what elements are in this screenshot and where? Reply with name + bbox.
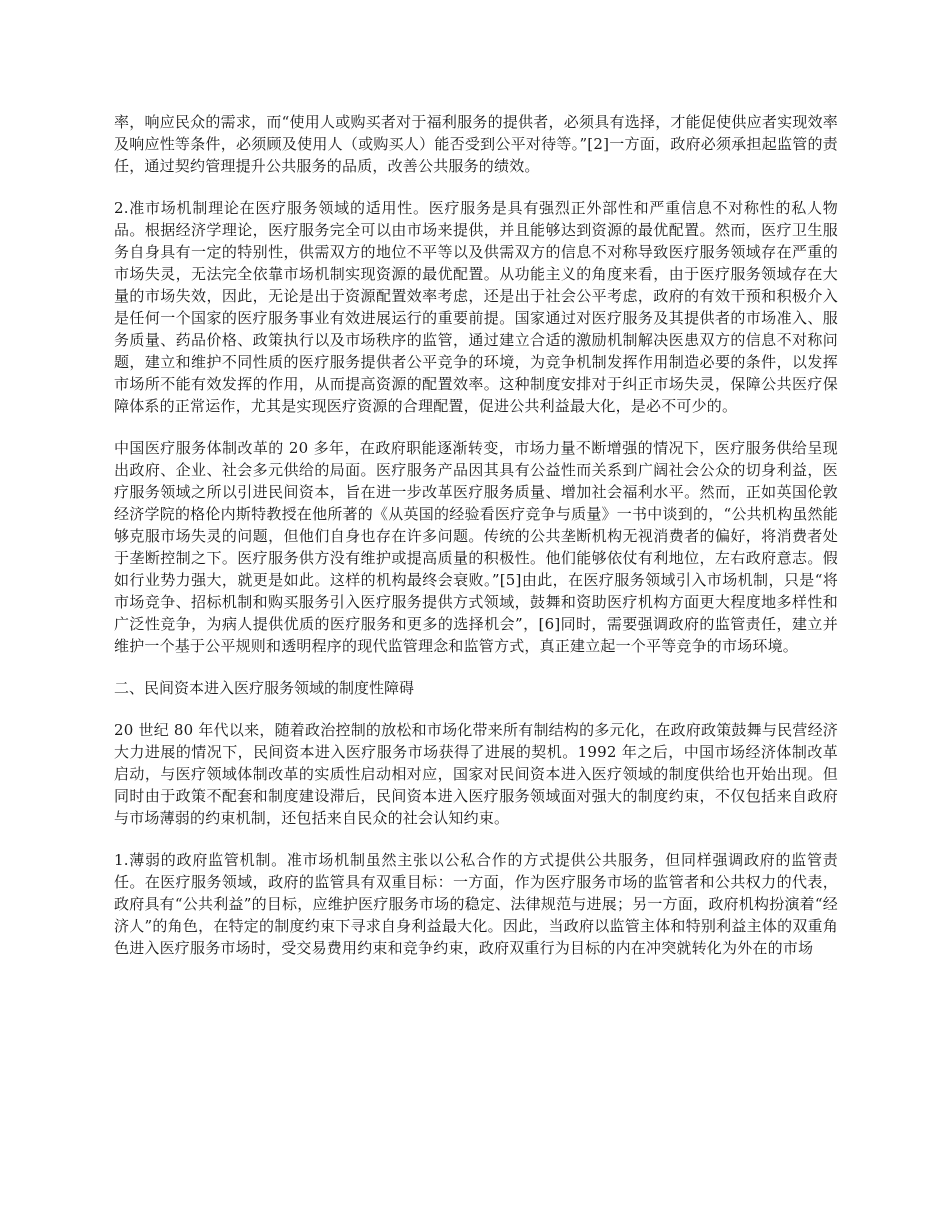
paragraph-quasi-market-applicability: 2.准市场机制理论在医疗服务领域的适用性。医疗服务是具有强烈正外部性和严重信息不对称性的私人物品。根据经济学理论，医疗服务完全可以由市场来提供，并且能够达到资源的最优配置。然而，医疗卫生服务自身具有一定的特别性，供需双方的地位不平等以及供需双方的信息不对称导致医疗服务领域存在严重的市场失灵，无法完全依靠市场机制实现资源的最优配置。从功能主义的角度来看，由于医疗服务领域存在大量的市场失效，因此，无论是出于资源配置效率考虑，还是出于社会公平考虑，政府的有效干预和积极介入是任何一个国家的医疗服务事业有效进展运行的重要前提。国家通过对医疗服务及其提供者的市场准入、服务质量、药品价格、政策执行以及市场秩序的监管，通过建立合适的激励机制解决医患双方的信息不对称问题，建立和维护不同性质的医疗服务提供者公平竞争的环境，为竞争机制发挥作用制造必要的条件，以发挥市场所不能有效发挥的作用，从而提高资源的配置效率。这种制度安排对于纠正市场失灵，保障公共医疗保障体系的正常运作，尤其是实现医疗资源的合理配置，促进公共利益最大化，是必不可少的。 xyxy=(114,199,838,415)
paragraph-private-capital-history: 20 世纪 80 年代以来，随着政治控制的放松和市场化带来所有制结构的多元化，在政府政策鼓舞与民营经济大力进展的情况下，民间资本进入医疗服务市场获得了进展的契机。1992 年之后，中国市场经济体制改革启动，与医疗领域体制改革的实质性启动相对应，国家对民间资本进入医疗领域的制度供给也开始出现。但同时由于政策不配套和制度建设滞后，民间资本进入医疗服务领域面对强大的制度约束，不仅包括来自政府与市场薄弱的约束机制，还包括来自民众的社会认知约束。 xyxy=(114,721,838,827)
paragraph-weak-regulation: 1.薄弱的政府监管机制。准市场机制虽然主张以公私合作的方式提供公共服务，但同样强调政府的监管责任。在医疗服务领域，政府的监管具有双重目标：一方面，作为医疗服务市场的监管者和公共权力的代表，政府具有“公共利益”的目标，应维护医疗服务市场的稳定、法律规范与进展；另一方面，政府机构扮演着“经济人”的角色，在特定的制度约束下寻求自身利益最大化。因此，当政府以监管主体和特别利益主体的双重角色进入医疗服务市场时，受交易费用约束和竞争约束，政府双重行为目标的内在冲突就转化为外在的市场 xyxy=(114,851,838,957)
paragraph-reform-overview: 中国医疗服务体制改革的 20 多年，在政府职能逐渐转变，市场力量不断增强的情况下，医疗服务供给呈现出政府、企业、社会多元供给的局面。医疗服务产品因其具有公益性而关系到广阔社会公众的切身利益，医疗服务领域之所以引进民间资本，旨在进一步改革医疗服务质量、增加社会福利水平。然而，正如英国伦敦经济学院的格伦内斯特教授在他所著的《从英国的经验看医疗竞争与质量》一书中谈到的，“公共机构虽然能够克服市场失灵的问题，但他们自身也存在许多问题。传统的公共垄断机构无视消费者的偏好，将消费者处于垄断控制之下。医疗服务供方没有维护或提高质量的积极性。他们能够依仗有利地位，左右政府意志。假如行业势力强大，就更是如此。这样的机构最终会衰败。”[5]由此，在医疗服务领域引入市场机制，只是“将市场竞争、招标机制和购买服务引入医疗服务提供方式领域，鼓舞和资助医疗机构方面更大程度地多样性和广泛性竞争，为病人提供优质的医疗服务和更多的选择机会”，[6]同时，需要强调政府的监管责任，建立并维护一个基于公平规则和透明程序的现代监管理念和监管方式，真正建立起一个平等竞争的市场环境。 xyxy=(114,439,838,655)
section-heading-institutional-barriers: 二、民间资本进入医疗服务领域的制度性障碍 xyxy=(114,679,415,697)
document-page xyxy=(114,111,838,979)
paragraph-intro-continued: 率，响应民众的需求，而“使用人或购买者对于福利服务的提供者，必须具有选择，才能促使供应者实现效率及响应性等条件，必须顾及使用人（或购买人）能否受到公平对待等。”[2]一方面，政府必须承担起监管的责任，通过契约管理提升公共服务的品质，改善公共服务的绩效。 xyxy=(114,113,838,175)
